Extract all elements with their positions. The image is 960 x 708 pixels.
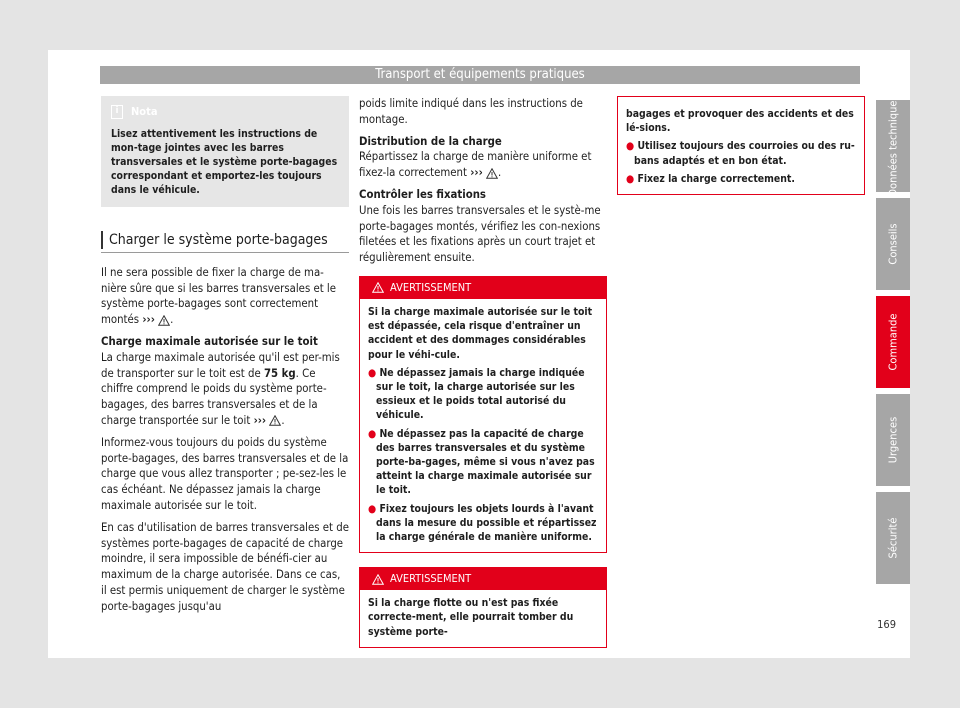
arrow-icon[interactable]: ›››: [470, 166, 483, 180]
list-item: ● Ne dépassez pas la capacité de charge des barres transversales et du système porte-ba-gages, même si vous n'avez pas atteint la charge maximale autorisée sur le toit.: [368, 427, 595, 497]
warning-box-continued: [617, 96, 865, 195]
warning-text: Si la charge flotte ou n'est pas fixée correcte-ment, elle pourrait tomber du système porte-: [368, 597, 574, 638]
paragraph: Informez-vous toujours du poids du système porte-bagages, des barres transversales et de la charge que vous allez transporter ; pe-sez-les le cas échéant. Ne dépassez jamais la charge maximale autorisée sur le toit.: [101, 435, 349, 512]
arrow-icon[interactable]: ›››: [142, 313, 155, 327]
warning-title: AVERTISSEMENT: [390, 572, 472, 586]
paragraph: La charge maximale autorisée qu'il est per-mis de transporter sur le toit est de 75 kg. Ce chiffre comprend le poids du système porte-bagages, des barres transversales et de la charge transportée sur le toit ››› .: [101, 350, 340, 427]
tab-conseils[interactable]: [876, 198, 910, 290]
warning-intro: Si la charge maximale autorisée sur le toit est dépassée, cela risque d'entraîner un accident et des dommages considérables pour le véhi-cule.: [368, 305, 593, 361]
bullet-icon: ●: [368, 502, 377, 515]
tab-securite[interactable]: [876, 492, 910, 584]
page-number: 169: [877, 618, 896, 631]
list-item: ● Fixez la charge correctement.: [626, 172, 795, 185]
warning-icon[interactable]: [269, 415, 281, 426]
list-item: ● Fixez toujours les objets lourds à l'avant dans la mesure du possible et répartissez la charge générale de manière uniforme.: [368, 502, 597, 544]
warning-box: [359, 276, 607, 553]
tab-urgences[interactable]: [876, 394, 910, 486]
subheading: Charge maximale autorisée sur le toit: [101, 334, 318, 348]
paragraph: Il ne sera possible de fixer la charge de ma-nière sûre que si les barres transversales et le système porte-bagages sont correctement montés ››› .: [101, 265, 337, 327]
section-title: Charger le système porte-bagages: [101, 231, 349, 253]
list-item: ● Utilisez toujours des courroies ou des ru-bans adaptés et en bon état.: [626, 140, 855, 167]
tab-label: Conseils: [886, 223, 900, 265]
warning-icon[interactable]: [486, 168, 498, 179]
column-2: [359, 96, 607, 648]
note-box: [101, 96, 349, 207]
warning-body: [360, 299, 606, 552]
paragraph: En cas d'utilisation de barres transversales et de systèmes porte-bagages de capacité de charge moindre, il sera impossible de bénéfi-cier au maximum de la charge autorisée. Dans ce cas, il est permis uniquement de charger le système porte-bagages jusqu'au: [101, 520, 349, 613]
warning-body: [618, 97, 864, 194]
bullet-icon: ●: [368, 427, 377, 440]
subheading: Distribution de la charge: [359, 134, 502, 148]
paragraph: Une fois les barres transversales et le systè-me porte-bagages montés, vérifiez les con-nexions filetées et les fixations après un court trajet et régulièrement ensuite.: [359, 203, 601, 265]
warning-icon[interactable]: [158, 315, 170, 326]
subheading: Contrôler les fixations: [359, 187, 486, 201]
column-3: [617, 96, 865, 195]
paragraph: Répartissez la charge de manière uniforme et fixez-la correctement ››› .: [359, 150, 592, 180]
note-text: Lisez attentivement les instructions de mon-tage jointes avec les barres transversales et le système porte-bagages correspondant et emportez-les toujours dans le véhicule.: [111, 127, 338, 196]
warning-header: [360, 277, 606, 299]
weight-value: 75 kg: [263, 366, 296, 380]
warning-box: [359, 567, 607, 648]
bullet-icon: ●: [368, 366, 377, 379]
bullet-icon: ●: [626, 140, 635, 153]
tab-label: Commande: [886, 313, 900, 371]
list-item: ● Ne dépassez jamais la charge indiquée sur le toit, la charge autorisée sur les essieux et le poids total autorisé du véhicule.: [368, 366, 585, 422]
tab-donnees-techniques[interactable]: [876, 95, 910, 197]
note-title: Nota: [131, 105, 158, 118]
note-header: [111, 104, 340, 120]
tab-commande[interactable]: [876, 296, 910, 388]
paragraph: poids limite indiqué dans les instructions de montage.: [359, 97, 583, 126]
info-icon: i: [111, 105, 123, 119]
warning-title: AVERTISSEMENT: [390, 281, 472, 295]
warning-body: [360, 590, 606, 647]
bullet-icon: ●: [626, 172, 635, 185]
warning-icon: [372, 574, 384, 585]
warning-icon: [372, 282, 384, 293]
tab-label: Données techniques: [886, 95, 900, 197]
column-1: [101, 96, 349, 621]
arrow-icon[interactable]: ›››: [253, 413, 267, 427]
warning-text: bagages et provoquer des accidents et des lé-sions.: [626, 108, 854, 135]
tab-label: Urgences: [886, 416, 900, 464]
page-header: Transport et équipements pratiques: [100, 66, 860, 84]
tab-label: Sécurité: [886, 517, 900, 559]
warning-header: [360, 568, 606, 590]
